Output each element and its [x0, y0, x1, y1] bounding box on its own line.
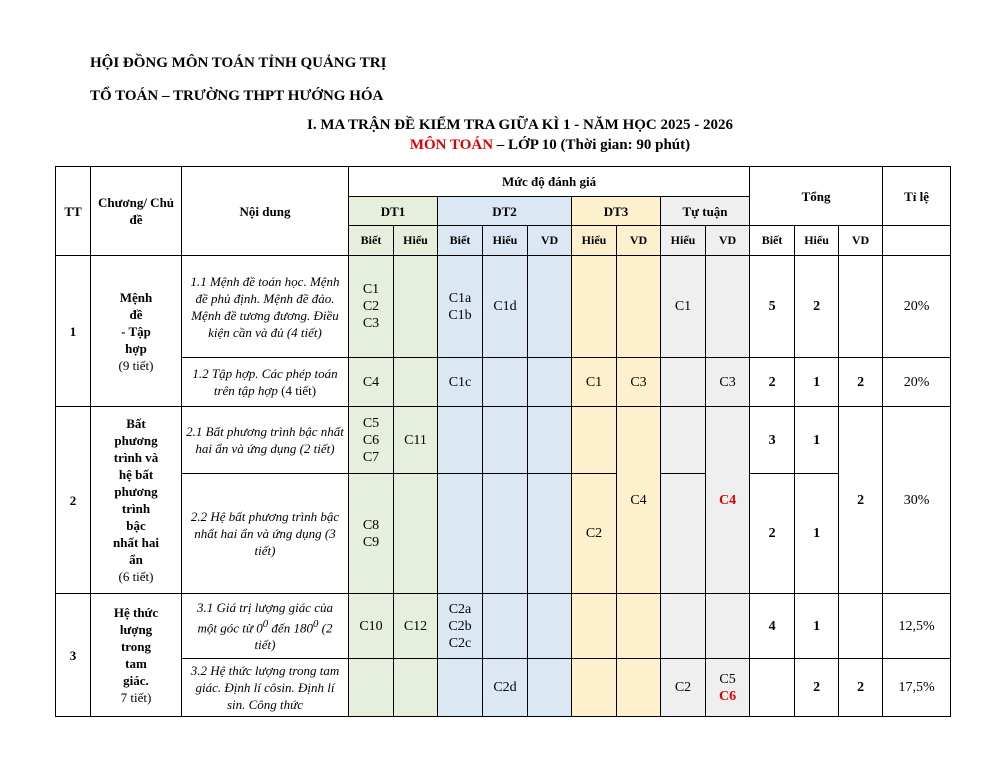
- total-cell: 2: [795, 256, 839, 358]
- table-row: [56, 358, 951, 407]
- cell: [528, 474, 572, 594]
- content-cell: 1.2 Tập hợp. Các phép toán trên tập hợp (4 tiết): [182, 358, 349, 407]
- cell: [394, 358, 438, 407]
- cell: [528, 594, 572, 659]
- total-cell: [750, 659, 795, 717]
- cell: C3: [617, 358, 661, 407]
- content-cell: 2.2 Hệ bất phương trình bậc nhất hai ẩn và ứng dụng (3 tiết): [182, 474, 349, 594]
- cell: C12: [394, 594, 438, 659]
- sub-header: VD: [706, 226, 750, 256]
- chapter-cell: [91, 256, 182, 407]
- chapter-line: đề: [129, 306, 143, 322]
- header-content: Nội dung: [182, 167, 349, 256]
- chapter-line: hợp: [125, 340, 147, 356]
- total-cell: 2: [795, 659, 839, 717]
- cell: [349, 659, 394, 717]
- cell: [706, 256, 750, 358]
- chapter-line: trong: [120, 639, 152, 654]
- chapter-line: phương: [114, 433, 158, 448]
- chapter-line: trình và: [113, 450, 159, 465]
- total-cell: [839, 256, 883, 358]
- total-cell: 2: [839, 407, 883, 594]
- cell: [528, 407, 572, 474]
- cell: [706, 594, 750, 659]
- total-cell: 2: [839, 659, 883, 717]
- total-cell: 2: [750, 358, 795, 407]
- sub-header-empty: [883, 226, 951, 256]
- sub-header: Biết: [750, 226, 795, 256]
- ratio-cell: 30%: [883, 407, 951, 594]
- total-cell: 5: [750, 256, 795, 358]
- cell: C1d: [483, 256, 528, 358]
- chapter-line: tam: [125, 656, 147, 671]
- chapter-cell: [91, 594, 182, 717]
- header-assessment-level: Mức độ đánh giá: [349, 167, 750, 197]
- cell: [572, 659, 617, 717]
- table-row: [56, 256, 951, 358]
- table-row: [56, 594, 951, 659]
- cell: [438, 407, 483, 474]
- cell: C11: [394, 407, 438, 474]
- cell: C1c: [438, 358, 483, 407]
- cell: [661, 358, 706, 407]
- cell: [438, 659, 483, 717]
- cell: C3: [706, 358, 750, 407]
- content-cell: 3.2 Hệ thức lượng trong tam giác. Định lí côsin. Định lí sin. Công thức: [182, 659, 349, 717]
- cell: [394, 256, 438, 358]
- cell: C8 C9: [349, 474, 394, 594]
- sub-header: Hiểu: [572, 226, 617, 256]
- cell: [394, 474, 438, 594]
- total-cell: [839, 594, 883, 659]
- row-tt: 1: [56, 256, 91, 407]
- chapter-hours: (9 tiết): [118, 357, 154, 373]
- cell: [483, 594, 528, 659]
- chapter-hours: 7 tiết): [120, 690, 152, 705]
- cell: C1 C2 C3: [349, 256, 394, 358]
- row-tt: 3: [56, 594, 91, 717]
- cell: [438, 474, 483, 594]
- cell: C4: [617, 407, 661, 594]
- chapter-line: giác.: [123, 673, 149, 688]
- cell: [617, 659, 661, 717]
- table-row: [56, 474, 951, 594]
- total-cell: 1: [795, 407, 839, 474]
- chapter-line: ẩn: [129, 552, 143, 567]
- cell: [528, 256, 572, 358]
- sub-header: Hiểu: [394, 226, 438, 256]
- subject-name: MÔN TOÁN: [409, 137, 494, 153]
- cell: [661, 474, 706, 594]
- cell: [483, 358, 528, 407]
- sub-header: VD: [528, 226, 572, 256]
- cell: [617, 594, 661, 659]
- row-tt: 2: [56, 407, 91, 594]
- header-dt3: DT3: [572, 197, 661, 226]
- document-title: I. MA TRẬN ĐỀ KIỂM TRA GIỮA KÌ 1 - NĂM HỌC 2025 - 2026: [307, 117, 733, 133]
- sub-header: Biết: [438, 226, 483, 256]
- ratio-cell: 20%: [883, 256, 951, 358]
- school-title: TỔ TOÁN – TRƯỜNG THPT HƯỚNG HÓA: [90, 88, 384, 104]
- sub-header: Biết: [349, 226, 394, 256]
- table-row: [56, 659, 951, 717]
- header-total: Tổng: [750, 167, 883, 226]
- total-cell: 1: [795, 594, 839, 659]
- chapter-line: hệ bất: [118, 467, 154, 482]
- cell: C5 C6: [706, 659, 750, 717]
- cell: C10: [349, 594, 394, 659]
- chapter-hours: (6 tiết): [118, 569, 154, 584]
- ratio-cell: 20%: [883, 358, 951, 407]
- total-cell: 2: [750, 474, 795, 594]
- subject-detail: – LỚP 10 (Thời gian: 90 phút): [493, 137, 691, 153]
- cell: C2: [661, 659, 706, 717]
- chapter-line: bậc: [126, 518, 146, 533]
- chapter-line: Mệnh: [119, 289, 153, 305]
- cell: C2d: [483, 659, 528, 717]
- cell: [572, 594, 617, 659]
- total-cell: 4: [750, 594, 795, 659]
- chapter-line: Bất: [126, 416, 146, 431]
- header-dt1: DT1: [349, 197, 438, 226]
- table-row: [56, 407, 951, 474]
- content-cell: 1.1 Mệnh đề toán học. Mệnh đề phủ định. Mệnh đề đảo. Mệnh đề tương đương. Điều kiện cần và đủ (4 tiết): [182, 256, 349, 358]
- cell: [394, 659, 438, 717]
- sub-header: VD: [617, 226, 661, 256]
- sub-header: Hiểu: [795, 226, 839, 256]
- sub-header: VD: [839, 226, 883, 256]
- ratio-cell: 17,5%: [883, 659, 951, 717]
- cell: [617, 256, 661, 358]
- cell: [528, 659, 572, 717]
- content-cell: 3.1 Giá trị lượng giác của một góc từ $0^0$ đến $180^0$ (2 tiết): [182, 594, 349, 659]
- council-title: HỘI ĐỒNG MÔN TOÁN TỈNH QUẢNG TRỊ: [90, 55, 387, 71]
- cell: C4: [706, 407, 750, 594]
- exam-matrix-table: [55, 166, 951, 717]
- cell: C1: [572, 358, 617, 407]
- cell: C1a C1b: [438, 256, 483, 358]
- cell: [572, 407, 617, 474]
- cell: [572, 256, 617, 358]
- cell: [661, 594, 706, 659]
- total-cell: 3: [750, 407, 795, 474]
- header-dt2: DT2: [438, 197, 572, 226]
- total-cell: 1: [795, 358, 839, 407]
- cell: C4: [349, 358, 394, 407]
- cell: [661, 407, 706, 474]
- header-ratio: Tỉ lệ: [883, 167, 951, 226]
- chapter-line: trình: [121, 501, 151, 516]
- cell: [483, 407, 528, 474]
- cell: [528, 358, 572, 407]
- content-cell: 2.1 Bất phương trình bậc nhất hai ẩn và ứng dụng (2 tiết): [182, 407, 349, 474]
- cell: C2: [572, 474, 617, 594]
- header-chapter: Chương/ Chủ đề: [91, 167, 182, 256]
- chapter-cell: [91, 407, 182, 594]
- chapter-line: Hệ thức: [113, 605, 159, 620]
- total-cell: 2: [839, 358, 883, 407]
- cell: [483, 474, 528, 594]
- cell: C1: [661, 256, 706, 358]
- chapter-line: phương: [114, 484, 158, 499]
- subject-line: [0, 137, 1000, 154]
- ratio-cell: 12,5%: [883, 594, 951, 659]
- header-tt: TT: [56, 167, 91, 256]
- sub-header: Hiểu: [483, 226, 528, 256]
- cell: C2a C2b C2c: [438, 594, 483, 659]
- cell: C5 C6 C7: [349, 407, 394, 474]
- chapter-line: nhất hai: [113, 535, 159, 550]
- chapter-line: - Tập: [121, 323, 151, 339]
- sub-header: Hiểu: [661, 226, 706, 256]
- chapter-line: lượng: [119, 622, 153, 637]
- total-cell: 1: [795, 474, 839, 594]
- header-essay: Tự tuận: [661, 197, 750, 226]
